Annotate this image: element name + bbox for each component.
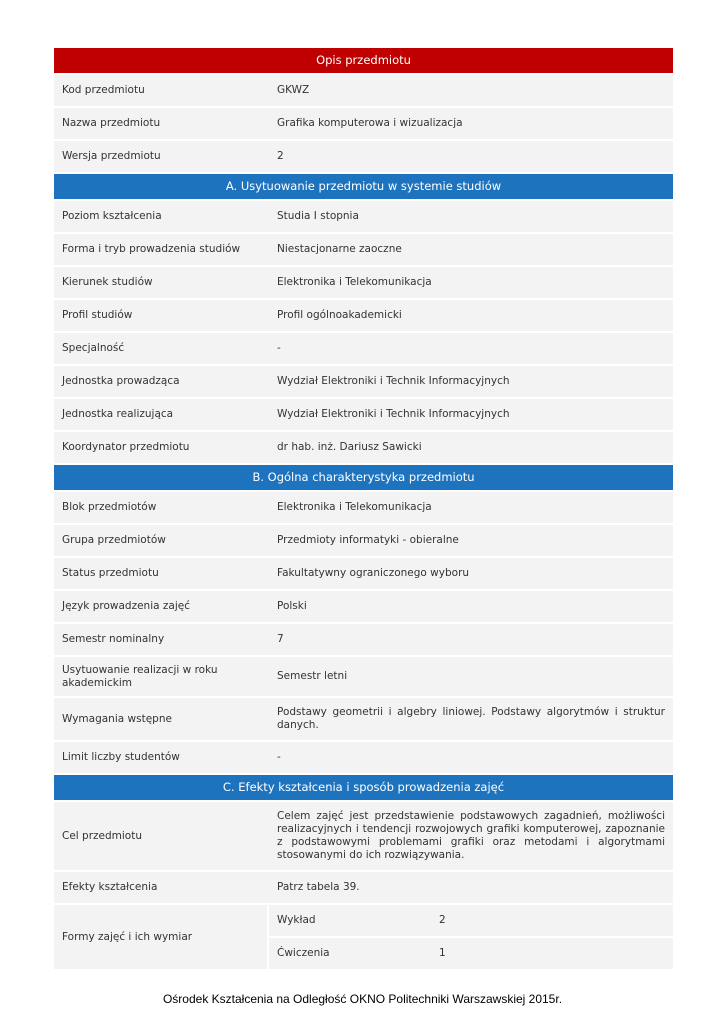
field-label: Specjalność	[62, 342, 125, 354]
row-semestr-nominalny	[54, 624, 673, 655]
field-label: Profil studiów	[62, 309, 133, 321]
row-poziom-ksztalcenia	[54, 201, 673, 232]
row-kod-przedmiotu	[54, 75, 673, 106]
field-label: Kierunek studiów	[62, 276, 153, 288]
form-hours: 1	[431, 938, 673, 969]
field-label: Wymagania wstępne	[62, 712, 172, 725]
row-wersja-przedmiotu	[54, 141, 673, 172]
section-header-opis: Opis przedmiotu	[54, 48, 673, 73]
field-label: Formy zajęć i ich wymiar	[54, 905, 267, 969]
field-value: Elektronika i Telekomunikacja	[277, 501, 432, 513]
form-name: Ćwiczenia	[277, 947, 330, 959]
field-value: Grafika komputerowa i wizualizacja	[277, 117, 463, 129]
form-row-wyklad	[269, 905, 673, 936]
field-label: Koordynator przedmiotu	[62, 441, 190, 453]
row-profil-studiow	[54, 300, 673, 331]
field-label: Status przedmiotu	[62, 567, 159, 579]
field-value: 7	[277, 633, 284, 645]
field-value: GKWZ	[277, 84, 310, 96]
form-name: Wykład	[277, 914, 316, 926]
field-label: Język prowadzenia zajęć	[62, 600, 190, 612]
field-label: Wersja przedmiotu	[62, 150, 161, 162]
field-value: -	[277, 342, 281, 354]
field-label: Efekty kształcenia	[62, 881, 158, 893]
row-nazwa-przedmiotu	[54, 108, 673, 139]
field-label: Usytuowanie realizacji w roku akademickim	[62, 663, 218, 689]
row-forma-i-tryb	[54, 234, 673, 265]
field-value: Fakultatywny ograniczonego wyboru	[277, 567, 470, 579]
row-status-przedmiotu	[54, 558, 673, 589]
row-usytuowanie-realizacji	[54, 657, 673, 696]
row-kierunek-studiow	[54, 267, 673, 298]
field-label: Grupa przedmiotów	[62, 534, 166, 546]
field-value: Semestr letni	[277, 670, 348, 682]
field-label: Jednostka prowadząca	[62, 375, 180, 387]
row-efekty-ksztalcenia	[54, 872, 673, 903]
field-label: Forma i tryb prowadzenia studiów	[62, 243, 241, 255]
section-header-b: B. Ogólna charakterystyka przedmiotu	[54, 465, 673, 490]
row-formy-zajec	[54, 905, 673, 969]
section-header-a: A. Usytuowanie przedmiotu w systemie studiów	[54, 174, 673, 199]
field-label: Poziom kształcenia	[62, 210, 162, 222]
row-jezyk-prowadzenia	[54, 591, 673, 622]
field-value: Niestacjonarne zaoczne	[277, 243, 402, 255]
field-value: dr hab. inż. Dariusz Sawicki	[277, 441, 422, 453]
field-value: Celem zajęć jest przedstawienie podstawowych zagadnień, możliwości realizacyjnych i tendencji rozwojowych grafiki komputerowej, zapoznanie z podstawowymi problemami grafiki oraz metodami i algorytmami stosowanymi do ich rozwiązywania.	[277, 810, 665, 861]
field-label: Cel przedmiotu	[62, 829, 143, 842]
row-specjalnosc	[54, 333, 673, 364]
row-jednostka-realizujaca	[54, 399, 673, 430]
field-label: Semestr nominalny	[62, 633, 165, 645]
field-label: Blok przedmiotów	[62, 501, 157, 513]
field-value: Profil ogólnoakademicki	[277, 309, 402, 321]
row-koordynator	[54, 432, 673, 463]
field-value: Polski	[277, 600, 307, 612]
field-label: Limit liczby studentów	[62, 751, 180, 763]
form-hours: 2	[431, 905, 673, 936]
field-label: Nazwa przedmiotu	[62, 117, 161, 129]
field-value: Wydział Elektroniki i Technik Informacyjnych	[277, 375, 510, 387]
field-value: Podstawy geometrii i algebry liniowej. Podstawy algorytmów i struktur danych.	[277, 706, 665, 731]
row-jednostka-prowadzaca	[54, 366, 673, 397]
page-footer: Ośrodek Kształcenia na Odległość OKNO Politechniki Warszawskiej 2015r.	[162, 992, 563, 1006]
field-value: Elektronika i Telekomunikacja	[277, 276, 432, 288]
row-cel-przedmiotu	[54, 802, 673, 870]
field-value: Patrz tabela 39.	[277, 881, 360, 893]
row-wymagania-wstepne	[54, 698, 673, 740]
field-value: -	[277, 751, 281, 763]
row-blok-przedmiotow	[54, 492, 673, 523]
field-label: Jednostka realizująca	[62, 408, 174, 420]
field-value: Wydział Elektroniki i Technik Informacyjnych	[277, 408, 510, 420]
row-limit-studentow	[54, 742, 673, 773]
course-description-table	[54, 48, 673, 971]
field-value: Studia I stopnia	[277, 210, 359, 222]
form-row-cwiczenia	[269, 938, 673, 969]
field-value: Przedmioty informatyki - obieralne	[277, 534, 459, 546]
field-value: 2	[277, 150, 284, 162]
section-header-c: C. Efekty kształcenia i sposób prowadzenia zajęć	[54, 775, 673, 800]
forms-subtable	[269, 905, 673, 969]
field-label: Kod przedmiotu	[62, 84, 145, 96]
row-grupa-przedmiotow	[54, 525, 673, 556]
